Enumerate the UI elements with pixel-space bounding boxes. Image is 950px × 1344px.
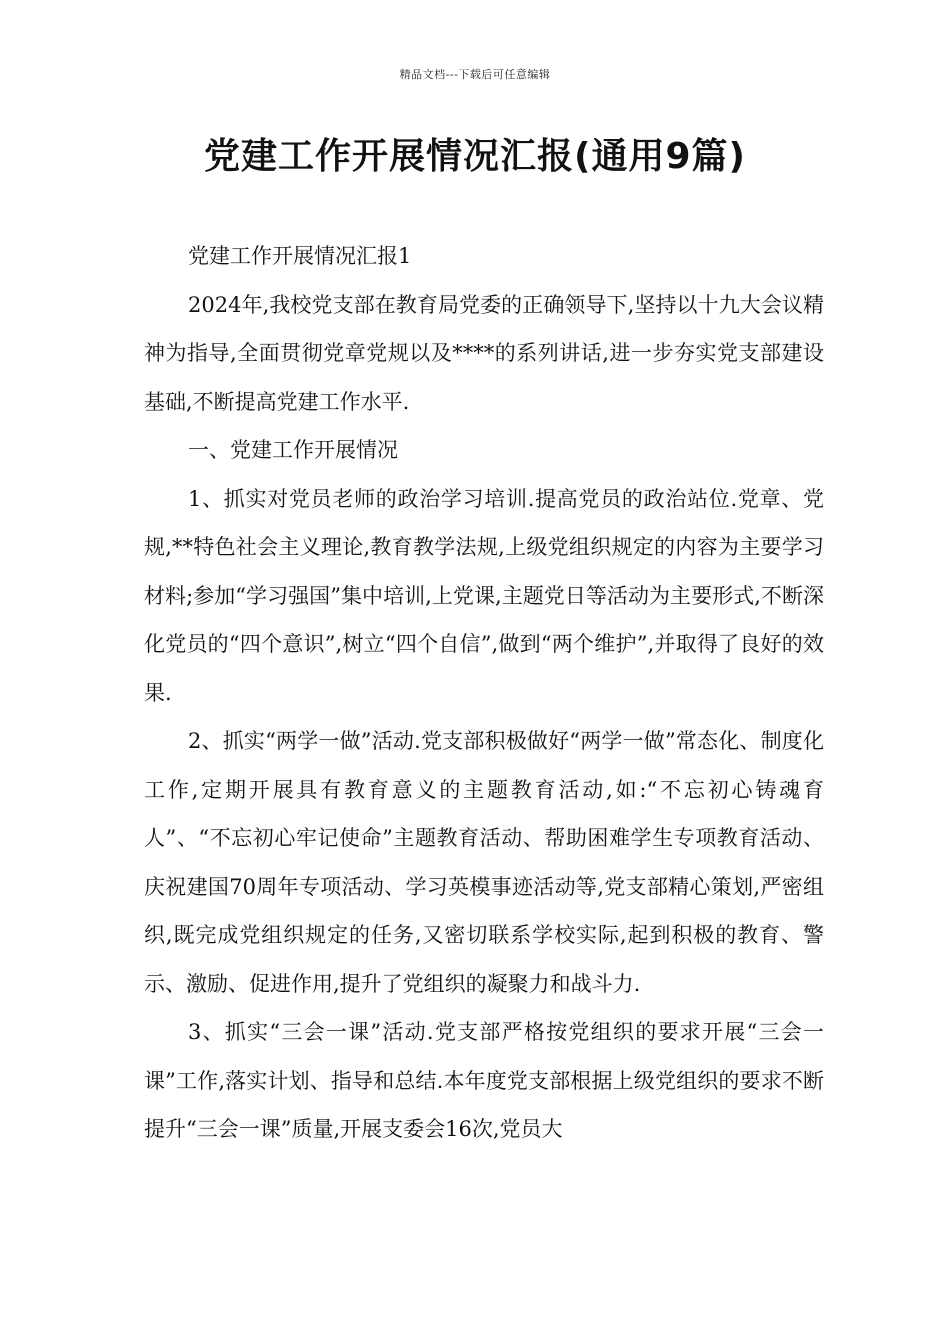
document-body bbox=[144, 232, 824, 1154]
intro-paragraph: 2024年,我校党支部在教育局党委的正确领导下,坚持以十九大会议精神为指导,全面贯彻党章党规以及****的系列讲话,进一步夯实党支部建设基础,不断提高党建工作水平. bbox=[144, 292, 824, 414]
document-title: 党建工作开展情况汇报(通用9篇) bbox=[204, 136, 746, 177]
paragraph-item-1: 1、抓实对党员老师的政治学习培训.提高党员的政治站位.党章、党规,**特色社会主义理论,教育教学法规,上级党组织规定的内容为主要学习材料;参加“学习强国”集中培训,上党课,主题党日等活动为主要形式,不断深化党员的“四个意识”,树立“四个自信”,做到“两个维护”,并取得了良好的效果. bbox=[144, 486, 824, 705]
paragraph-item-3: 3、抓实“三会一课”活动.党支部严格按党组织的要求开展“三会一课”工作,落实计划、指导和总结.本年度党支部根据上级党组织的要求不断提升“三会一课”质量,开展支委会16次,党员大 bbox=[144, 1020, 824, 1141]
section-heading: 党建工作开展情况汇报1 bbox=[188, 244, 412, 268]
paragraph-item-2: 2、抓实“两学一做”活动.党支部积极做好“两学一做”常态化、制度化工作,定期开展具有教育意义的主题教育活动,如:“不忘初心铸魂育人”、“不忘初心牢记使命”主题教育活动、帮助困难学生专项教育活动、庆祝建国70周年专项活动、学习英模事迹活动等,党支部精心策划,严密组织,既完成党组织规定的任务,又密切联系学校实际,起到积极的教育、警示、激励、促进作用,提升了党组织的凝聚力和战斗力. bbox=[144, 729, 824, 996]
header-note: 精品文档---下载后可任意编辑 bbox=[399, 68, 551, 81]
subsection-heading: 一、党建工作开展情况 bbox=[188, 438, 398, 462]
